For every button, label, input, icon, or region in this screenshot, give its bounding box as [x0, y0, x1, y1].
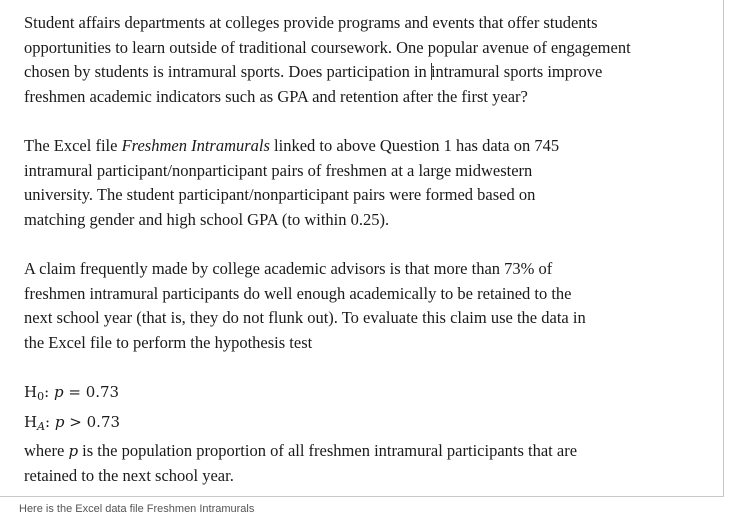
text-segment: chosen by students is intramural sports. Does participation in	[24, 62, 427, 81]
text-line: next school year (that is, they do not flunk out). To evaluate this claim use the data in	[24, 308, 586, 327]
text-segment: The Excel file	[24, 136, 122, 155]
intro-paragraph	[24, 11, 716, 109]
footer-text[interactable]: Here is the Excel data file Freshmen Intramurals	[19, 503, 255, 512]
text-line: Student affairs departments at colleges provide programs and events that offer students	[24, 13, 598, 32]
hypothesis-subscript: A	[37, 419, 46, 433]
text-line: university. The student participant/nonparticipant pairs were formed based on	[24, 185, 536, 204]
text-segment: intramural sports improve	[430, 62, 603, 81]
variable-p: p	[68, 442, 79, 460]
text-line: freshmen intramural participants do well enough academically to be retained to the	[24, 283, 572, 303]
hypothesis-variable: p	[54, 412, 65, 431]
text-line	[24, 60, 716, 85]
text-segment: where	[24, 441, 69, 460]
file-name: Freshmen Intramurals	[121, 136, 270, 155]
text-segment: is the population proportion of all freshmen intramural participants that are	[78, 441, 578, 460]
hypothesis-value: 0.73	[85, 383, 120, 401]
text-line: freshmen academic indicators such as GPA and retention after the first year?	[24, 86, 528, 106]
hypothesis-variable: p	[53, 383, 64, 401]
null-hypothesis	[24, 380, 716, 410]
hypothesis-colon: :	[45, 412, 51, 431]
hypothesis-subscript: 0	[37, 390, 45, 403]
footer-link-text[interactable]	[19, 500, 719, 512]
text-line: matching gender and high school GPA (to within 0.25).	[24, 209, 390, 229]
text-segment: linked to above Question 1 has data on 745	[269, 136, 560, 155]
hypothesis-symbol: H	[24, 412, 38, 431]
hypothesis-operator: =	[68, 383, 81, 401]
hypothesis-symbol: H	[24, 383, 38, 401]
text-line: retained to the next school year.	[24, 465, 234, 485]
text-line	[24, 439, 716, 464]
text-line: the Excel file to perform the hypothesis test	[24, 332, 313, 352]
data-description-paragraph	[24, 134, 716, 232]
question-content	[24, 11, 716, 488]
hypothesis-colon: :	[44, 383, 50, 401]
text-line: opportunities to learn outside of traditional coursework. One popular avenue of engagement	[24, 37, 631, 57]
claim-paragraph	[24, 257, 716, 355]
hypotheses-block	[24, 380, 716, 488]
text-line: A claim frequently made by college academic advisors is that more than 73% of	[24, 259, 553, 278]
alternative-hypothesis	[24, 410, 716, 440]
hypothesis-operator: >	[69, 412, 82, 431]
text-line	[24, 134, 716, 159]
hypothesis-value: 0.73	[86, 412, 121, 431]
text-line: intramural participant/nonparticipant pairs of freshmen at a large midwestern	[24, 160, 533, 180]
